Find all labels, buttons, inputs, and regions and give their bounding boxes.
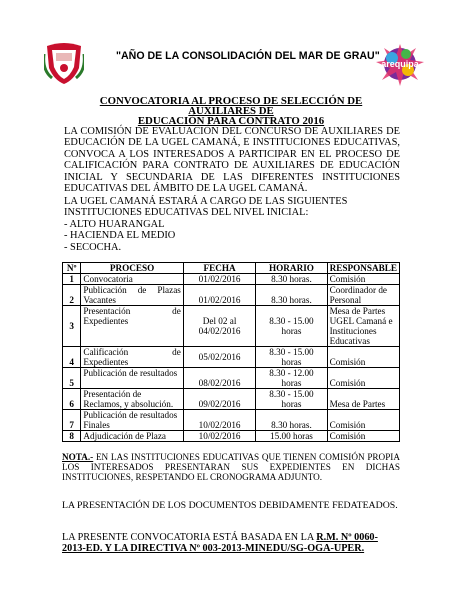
row-number: 1 [63, 274, 81, 285]
responsable-cell: Mesa de Partes UGEL Camaná e Instituciones Educativas [327, 306, 399, 347]
institutions-paragraph [64, 196, 400, 253]
responsable-cell: Mesa de Partes [327, 389, 399, 410]
note-text: EN LAS INSTITUCIONES EDUCATIVAS QUE TIENEN COMISIÓN PROPIA LOS INTERESADOS PRESENTARAN SUS EXPEDIENTES EN DICHAS INSTITUCIONES, RESPETANDO EL CRONOGRAMA ADJUNTO. [62, 452, 400, 482]
table-row [63, 306, 400, 347]
year-motto: "AÑO DE LA CONSOLIDACIÓN DEL MAR DE GRAU" [116, 50, 380, 62]
responsable-cell: Comisión [327, 347, 399, 368]
note-label: NOTA.- [62, 452, 94, 462]
title-line-1: CONVOCATORIA AL PROCESO DE SELECCIÓN DE AUXILIARES DE [99, 95, 363, 117]
proceso-cell: Calificación de Expedientes [81, 347, 184, 368]
responsable-cell: Coordinador de Personal [327, 285, 399, 306]
proceso-cell: Publicación de resultados [81, 368, 184, 389]
table-row [63, 347, 400, 368]
row-number: 7 [63, 410, 81, 431]
responsable-cell: Comisión [327, 368, 399, 389]
horario-cell: 8.30 horas. [256, 274, 327, 285]
fecha-cell: 09/02/2016 [183, 389, 255, 410]
note-paragraph [62, 452, 400, 482]
fecha-cell: 10/02/2016 [183, 410, 255, 431]
row-number: 4 [63, 347, 81, 368]
arequipa-region-logo [372, 42, 428, 88]
col-header-num: Nº [63, 263, 81, 274]
row-number: 5 [63, 368, 81, 389]
svg-text:arequipa: arequipa [381, 59, 419, 69]
institutions-intro: LA UGEL CAMANÁ ESTARÁ A CARGO DE LAS SIGUIENTES INSTITUCIONES EDUCATIVAS DEL NIVEL INICIAL: [64, 196, 348, 219]
page-title [70, 96, 392, 126]
proceso-cell: Presentación de Expedientes [81, 306, 184, 347]
horario-cell: 15.00 horas [256, 431, 327, 442]
peru-coat-of-arms-icon [44, 40, 84, 86]
proceso-cell: Adjudicación de Plaza [81, 431, 184, 442]
horario-cell: 8.30 - 12.00 horas [256, 368, 327, 389]
table-row [63, 410, 400, 431]
row-number: 3 [63, 306, 81, 347]
table-row [63, 368, 400, 389]
responsable-cell: Comisión [327, 431, 399, 442]
proceso-cell: Publicación de Plazas Vacantes [81, 285, 184, 306]
proceso-cell: Publicación de resultados Finales [81, 410, 184, 431]
horario-cell: 8.30 horas. [256, 285, 327, 306]
documents-requirement: LA PRESENTACIÓN DE LOS DOCUMENTOS DEBIDAMENTE FEDATEADOS. [62, 500, 398, 511]
responsable-cell: Comisión [327, 410, 399, 431]
fecha-cell: 01/02/2016 [183, 274, 255, 285]
horario-cell: 8.30 horas. [256, 410, 327, 431]
legal-basis-text: LA PRESENTE CONVOCATORIA ESTÁ BASADA EN LA [62, 532, 317, 543]
fecha-cell: 01/02/2016 [183, 285, 255, 306]
horario-cell: 8.30 - 15.00 horas [256, 389, 327, 410]
horario-cell: 8.30 - 15.00 horas [256, 347, 327, 368]
table-row [63, 431, 400, 442]
row-number: 2 [63, 285, 81, 306]
proceso-cell: Convocatoria [81, 274, 184, 285]
schedule-table [62, 262, 400, 442]
institution-item: - HACIENDA EL MEDIO [64, 230, 176, 242]
institution-item: - SECOCHA. [64, 241, 122, 253]
legal-basis [62, 532, 400, 554]
legal-reference: R.M. Nº 0060-2013-ED. Y LA DIRECTIVA Nº 003-2013-MINEDU/SG-OGA-UPER. [62, 532, 378, 554]
fecha-cell: 08/02/2016 [183, 368, 255, 389]
col-header-responsable: RESPONSABLE [327, 263, 399, 274]
table-row [63, 274, 400, 285]
horario-cell: 8.30 - 15.00 horas [256, 306, 327, 347]
institution-item: - ALTO HUARANGAL [64, 218, 165, 230]
table-row [63, 285, 400, 306]
table-row [63, 389, 400, 410]
table-header-row [63, 263, 400, 274]
proceso-cell: Presentación de Reclamos, y absolución. [81, 389, 184, 410]
fecha-cell: Del 02 al 04/02/2016 [183, 306, 255, 347]
col-header-horario: HORARIO [256, 263, 327, 274]
title-line-2: EDUCACIÓN PARA CONTRATO 2016 [137, 115, 325, 127]
row-number: 8 [63, 431, 81, 442]
fecha-cell: 10/02/2016 [183, 431, 255, 442]
col-header-fecha: FECHA [183, 263, 255, 274]
header [0, 28, 462, 88]
intro-paragraph: LA COMISIÓN DE EVALUACIÓN DEL CONCURSO DE AUXILIARES DE EDUCACIÓN DE LA UGEL CAMANÁ, E INSTITUCIONES EDUCATIVAS, CONVOCA A LOS INTERESADOS A PARTICIPAR EN EL PROCESO DE CALIFICACIÓN PARA CONTRATO DE AUXILIARES DE EDUCACIÓN INICIAL Y SECUNDARIA DE LAS DIFERENTES INSTITUCIONES EDUCATIVAS DEL ÁMBITO DE LA UGEL CAMANÁ. [64, 126, 400, 195]
fecha-cell: 05/02/2016 [183, 347, 255, 368]
col-header-proceso: PROCESO [81, 263, 184, 274]
row-number: 6 [63, 389, 81, 410]
responsable-cell: Comisión [327, 274, 399, 285]
